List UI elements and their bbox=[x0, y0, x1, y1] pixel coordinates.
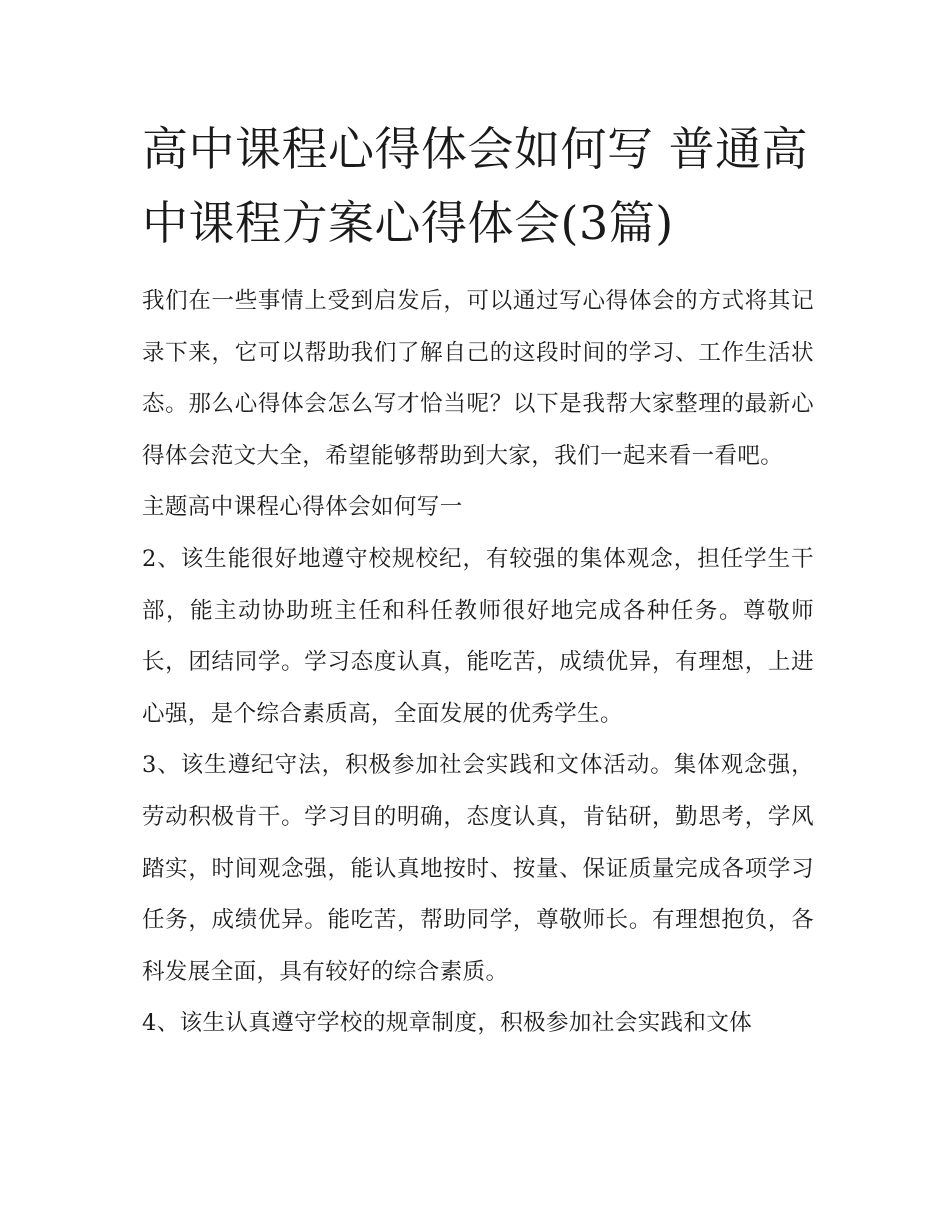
page-title: 高中课程心得体会如何写 普通高中课程方案心得体会(3篇) bbox=[142, 122, 809, 250]
document-body bbox=[142, 276, 814, 1050]
paragraph-item-3: 3、该生遵纪守法，积极参加社会实践和文体活动。集体观念强，劳动积极肯干。学习目的明确，态度认真，肯钻研，勤思考，学风踏实，时间观念强，能认真地按时、按量、保证质量完成各项学习任务，成绩优异。能吃苦，帮助同学，尊敬师长。有理想抱负，各科发展全面，具有较好的综合素质。 bbox=[142, 752, 814, 985]
paragraph-item-4: 4、该生认真遵守学校的规章制度，积极参加社会实践和文体 bbox=[142, 1010, 753, 1037]
intro-paragraph: 我们在一些事情上受到启发后，可以通过写心得体会的方式将其记录下来，它可以帮助我们了解自己的这段时间的学习、工作生活状态。那么心得体会怎么写才恰当呢？以下是我帮大家整理的最新心得体会范文大全，希望能够帮助到大家，我们一起来看一看吧。 bbox=[142, 288, 814, 469]
paragraph-item-2: 2、该生能很好地遵守校规校纪，有较强的集体观念，担任学生干部，能主动协助班主任和科任教师很好地完成各种任务。尊敬师长，团结同学。学习态度认真，能吃苦，成绩优异，有理想，上进心强，是个综合素质高，全面发展的优秀学生。 bbox=[142, 545, 814, 727]
section-heading: 主题高中课程心得体会如何写一 bbox=[142, 494, 463, 521]
